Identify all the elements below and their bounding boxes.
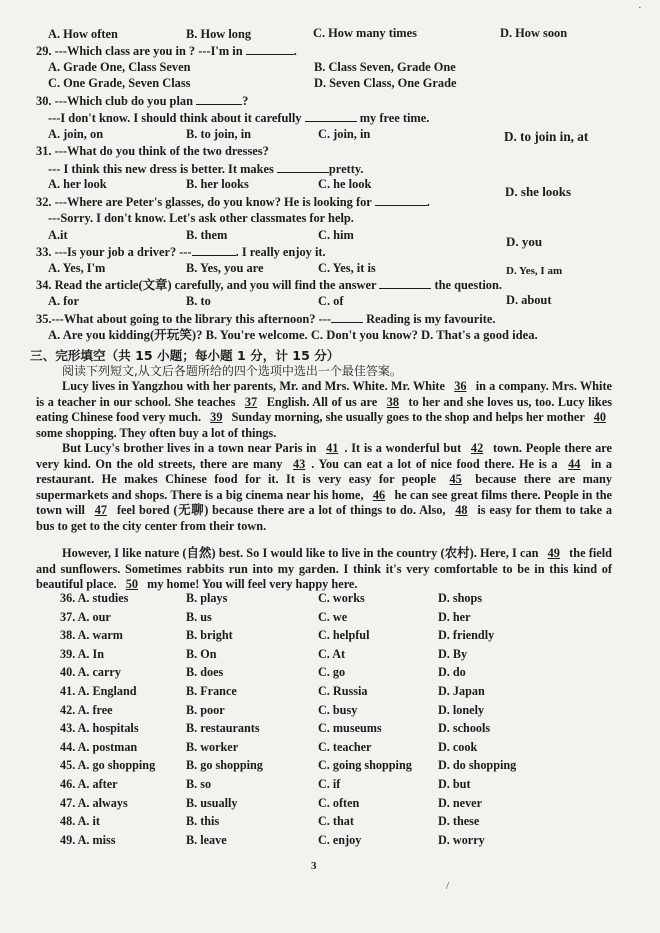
blank-46: 46 bbox=[372, 487, 386, 502]
option-40-c: C. go bbox=[318, 665, 346, 680]
option-47-b: B. usually bbox=[186, 795, 238, 810]
q33-option-d: D. Yes, I am bbox=[506, 265, 563, 277]
option-44-c: C. teacher bbox=[318, 739, 372, 754]
option-38-d: D. friendly bbox=[438, 628, 495, 643]
blank-43: 43 bbox=[292, 456, 306, 471]
option-49-a: 49. A. miss bbox=[60, 832, 116, 847]
blank-44: 44 bbox=[568, 456, 581, 471]
option-46-c: C. if bbox=[318, 777, 341, 791]
q33-stem: 33. ---Is your job a driver? --- . I really enjoy it. bbox=[36, 245, 326, 259]
blank-45: 45 bbox=[449, 472, 462, 487]
option-41-a: 41. A. England bbox=[60, 684, 137, 698]
option-42-a: 42. A. free bbox=[60, 702, 113, 717]
passage-paragraph-1: Lucy lives in Yangzhou with her parents, Mr. and Mrs. White. Mr. White 36 in a company. Mrs. White is a teacher in our school. She teaches 37 English. All of us are 38 to her and she loves us, too. Lucy likes eating Chinese food very much. 39 Sunday morning, she usually goes to the shop and helps her mother 40 some shopping. They often buy a lot of things. bbox=[36, 379, 612, 440]
option-43-b: B. restaurants bbox=[186, 721, 260, 736]
option-48-d: D. these bbox=[438, 814, 480, 829]
option-39-a: 39. A. In bbox=[60, 646, 105, 661]
option-37-a: 37. A. our bbox=[60, 609, 111, 624]
option-37-b: B. us bbox=[186, 609, 212, 624]
option-47-c: C. often bbox=[318, 795, 360, 810]
q34-option-c: C. of bbox=[318, 294, 344, 308]
blank-40: 40 bbox=[593, 410, 607, 425]
q29-stem: 29. ---Which class are you in ? ---I'm in . bbox=[36, 44, 297, 58]
q30-option-c: C. join, in bbox=[318, 127, 371, 141]
blank-47: 47 bbox=[94, 503, 108, 518]
option-38-c: C. helpful bbox=[318, 628, 370, 643]
option-41-d: D. Japan bbox=[438, 684, 485, 698]
option-38-a: 38. A. warm bbox=[60, 628, 123, 643]
option-42-b: B. poor bbox=[186, 702, 225, 717]
q31-option-c: C. he look bbox=[318, 177, 372, 191]
q28-option-a: A. How often bbox=[48, 27, 118, 41]
option-38-b: B. bright bbox=[186, 628, 233, 643]
q32-stem: 32. ---Where are Peter's glasses, do you know? He is looking for . bbox=[36, 195, 430, 209]
q31-option-b: B. her looks bbox=[186, 177, 249, 191]
option-42-c: C. busy bbox=[318, 702, 358, 717]
q31-option-d: D. she looks bbox=[505, 184, 572, 199]
q34-stem: 34. Read the article(文章) carefully, and you will find the answer the question. bbox=[36, 278, 502, 292]
option-43-a: 43. A. hospitals bbox=[60, 721, 139, 736]
section-3-title: 三、完形填空（共 15 小题；每小题 1 分，计 15 分） bbox=[30, 348, 340, 363]
option-48-b: B. this bbox=[186, 814, 220, 829]
q30-option-b: B. to join, in bbox=[186, 127, 252, 141]
option-48-c: C. that bbox=[318, 814, 354, 829]
q32-option-d: D. you bbox=[506, 234, 543, 249]
option-36-b: B. plays bbox=[186, 591, 228, 605]
option-37-d: D. her bbox=[438, 609, 471, 624]
option-48-a: 48. A. it bbox=[60, 814, 100, 829]
q29-option-b: B. Class Seven, Grade One bbox=[314, 60, 456, 74]
q31-line2: --- I think this new dress is better. It makes pretty. bbox=[48, 162, 364, 176]
q29-option-a: A. Grade One, Class Seven bbox=[48, 60, 191, 74]
blank-42: 42 bbox=[470, 441, 484, 455]
q34-option-a: A. for bbox=[48, 294, 79, 308]
blank-39: 39 bbox=[210, 410, 223, 425]
option-46-b: B. so bbox=[186, 777, 212, 791]
option-39-c: C. At bbox=[318, 646, 346, 661]
option-41-c: C. Russia bbox=[318, 684, 368, 698]
q30-line2: ---I don't know. I should think about it carefully my free time. bbox=[48, 111, 430, 125]
blank-38: 38 bbox=[386, 394, 400, 409]
option-45-a: 45. A. go shopping bbox=[60, 758, 156, 773]
blank-36: 36 bbox=[454, 379, 467, 393]
option-36-a: 36. A. studies bbox=[60, 591, 129, 605]
option-37-c: C. we bbox=[318, 609, 348, 624]
section-3-instruction: 阅读下列短文,从文后各题所给的四个选项中选出一个最佳答案。 bbox=[62, 364, 402, 378]
q28-option-c: C. How many times bbox=[313, 26, 417, 40]
q29-option-d: D. Seven Class, One Grade bbox=[314, 76, 457, 90]
bottom-mark: / bbox=[446, 880, 450, 892]
q32-line2: ---Sorry. I don't know. Let's ask other classmates for help. bbox=[48, 211, 354, 225]
q35-stem: 35.---What about going to the library this afternoon? --- Reading is my favourite. bbox=[36, 312, 496, 326]
blank-48: 48 bbox=[455, 503, 468, 518]
q31-option-a: A. her look bbox=[48, 177, 107, 191]
blank-37: 37 bbox=[244, 394, 258, 409]
option-43-d: D. schools bbox=[438, 721, 491, 736]
blank-50: 50 bbox=[125, 577, 138, 592]
option-46-d: D. but bbox=[438, 777, 471, 791]
q32-option-b: B. them bbox=[186, 228, 228, 242]
q33-option-c: C. Yes, it is bbox=[318, 261, 376, 275]
option-40-b: B. does bbox=[186, 665, 224, 680]
q35-options: A. Are you kidding(开玩笑)? B. You're welcome. C. Don't you know? D. That's a good idea. bbox=[48, 328, 538, 342]
q31-stem: 31. ---What do you think of the two dresses? bbox=[36, 144, 269, 158]
q30-stem: 30. ---Which club do you plan ? bbox=[36, 94, 249, 108]
q32-option-a: A.it bbox=[48, 228, 68, 242]
page-number: 3 bbox=[311, 860, 317, 872]
option-49-c: C. enjoy bbox=[318, 832, 362, 847]
option-44-a: 44. A. postman bbox=[60, 739, 138, 754]
q30-option-a: A. join, on bbox=[48, 127, 104, 141]
option-49-d: D. worry bbox=[438, 832, 485, 847]
option-49-b: B. leave bbox=[186, 832, 227, 847]
option-47-a: 47. A. always bbox=[60, 795, 128, 810]
option-39-b: B. On bbox=[186, 646, 217, 661]
q29-option-c: C. One Grade, Seven Class bbox=[48, 76, 191, 90]
q33-option-b: B. Yes, you are bbox=[186, 261, 264, 275]
q30-option-d: D. to join in, at bbox=[504, 129, 589, 144]
option-40-d: D. do bbox=[438, 665, 466, 680]
option-45-d: D. do shopping bbox=[438, 758, 517, 773]
corner-mark: · bbox=[638, 2, 642, 14]
option-45-b: B. go shopping bbox=[186, 758, 263, 773]
option-36-d: D. shops bbox=[438, 591, 483, 605]
q28-option-b: B. How long bbox=[186, 27, 252, 41]
q32-option-c: C. him bbox=[318, 228, 354, 242]
q28-option-d: D. How soon bbox=[500, 26, 568, 40]
blank-49: 49 bbox=[547, 546, 560, 560]
option-42-d: D. lonely bbox=[438, 702, 485, 717]
passage-paragraph-3: However, I like nature (自然) best. So I would like to live in the country (农村). Here, I can 49 the field and sunflowers. Sometimes rabbits run into my garden. I think it's very comfortable to be in this kind of beautiful place. 50 my home! You will feel very happy here. bbox=[36, 546, 612, 592]
option-45-c: C. going shopping bbox=[318, 758, 412, 773]
q34-option-d: D. about bbox=[506, 293, 552, 307]
option-47-d: D. never bbox=[438, 795, 482, 810]
option-43-c: C. museums bbox=[318, 721, 382, 736]
option-40-a: 40. A. carry bbox=[60, 665, 121, 680]
q34-option-b: B. to bbox=[186, 294, 211, 308]
option-36-c: C. works bbox=[318, 591, 365, 605]
q33-option-a: A. Yes, I'm bbox=[48, 261, 106, 275]
option-41-b: B. France bbox=[186, 684, 237, 698]
passage-paragraph-2: But Lucy's brother lives in a town near Paris in 41 . It is a wonderful but 42 town. People there are very kind. On the old streets, there are many 43 . You can eat a lot of nice food there. He is a 44 in a restaurant. He makes Chinese food for it. It is very easy for people 45 because there are many supermarkets and shops. There is a big cinema near his home, 46 he can see great films there. People in the town will 47 feel bored (无聊) because there are a lot of things to do. Also, 48 is easy for them to take a bus to get to the city center from their town. bbox=[36, 441, 613, 533]
option-39-d: D. By bbox=[438, 646, 468, 661]
option-46-a: 46. A. after bbox=[60, 777, 118, 791]
blank-41: 41 bbox=[326, 441, 339, 455]
option-44-d: D. cook bbox=[438, 739, 478, 754]
option-44-b: B. worker bbox=[186, 739, 239, 754]
